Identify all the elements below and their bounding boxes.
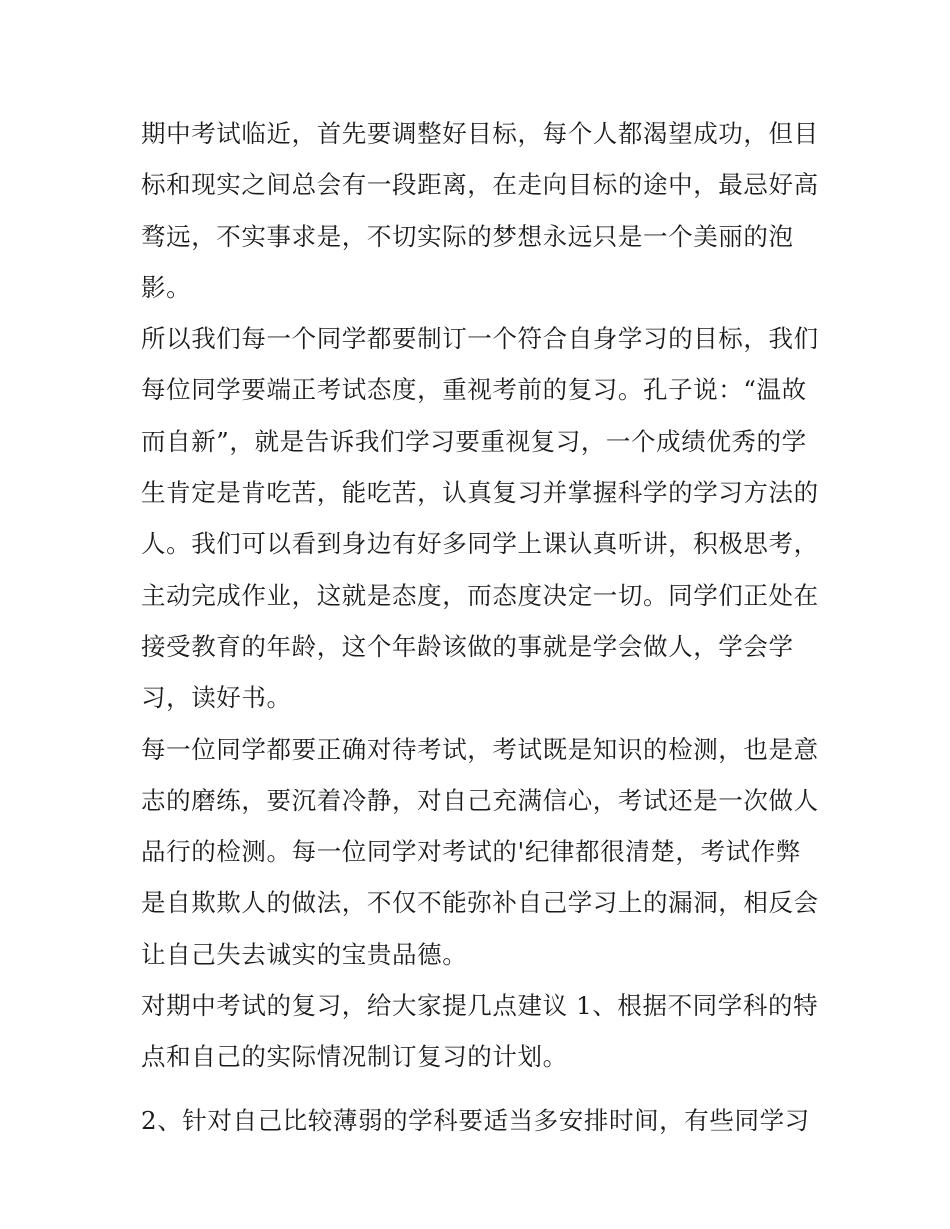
paragraph-4 — [141, 980, 819, 1083]
paragraph-3 — [141, 724, 819, 980]
text-line: 主动完成作业，这就是态度，而态度决定一切。同学们正处在 — [141, 580, 819, 610]
text-line: 人。我们可以看到身边有好多同学上课认真听讲，积极思考， — [141, 529, 819, 559]
paragraph-1 — [141, 108, 819, 313]
text-line: 2、针对自己比较薄弱的学科要适当多安排时间，有些同学习 — [141, 1105, 810, 1135]
text-line: 每一位同学都要正确对待考试，考试既是知识的检测，也是意 — [141, 734, 819, 764]
text-line: 每位同学要端正考试态度，重视考前的复习。孔子说：“温故 — [141, 375, 807, 405]
text-line: 志的磨练，要沉着冷静，对自己充满信心，考试还是一次做人 — [141, 785, 819, 815]
text-line: 期中考试临近，首先要调整好目标，每个人都渴望成功，但目 — [141, 119, 819, 148]
text-line: 对期中考试的复习，给大家提几点建议 1、根据不同学科的特 — [141, 991, 819, 1021]
text-line: 影。 — [141, 272, 192, 302]
document-body — [141, 108, 819, 1146]
text-line: 习，读好书。 — [141, 683, 292, 713]
text-line: 标和现实之间总会有一段距离，在走向目标的途中，最忌好高 — [141, 170, 819, 200]
text-line: 骛远，不实事求是，不切实际的梦想永远只是一个美丽的泡 — [141, 221, 794, 251]
text-line: 让自己失去诚实的宝贵品德。 — [141, 939, 468, 969]
text-line: 点和自己的实际情况制订复习的计划。 — [141, 1042, 568, 1072]
paragraph-5 — [141, 1095, 813, 1146]
text-line: 所以我们每一个同学都要制订一个符合自身学习的目标，我们 — [141, 324, 819, 354]
text-line: 品行的检测。每一位同学对考试的'纪律都很清楚，考试作弊 — [141, 837, 801, 867]
text-line: 而自新”，就是告诉我们学习要重视复习，一个成绩优秀的学 — [141, 426, 807, 456]
text-line: 接受教育的年龄，这个年龄该做的事就是学会做人，学会学 — [141, 631, 794, 661]
paragraph-2 — [141, 313, 819, 723]
text-line: 是自欺欺人的做法，不仅不能弥补自己学习上的漏洞，相反会 — [141, 888, 819, 918]
text-line: 生肯定是肯吃苦，能吃苦，认真复习并掌握科学的学习方法的 — [141, 478, 819, 508]
